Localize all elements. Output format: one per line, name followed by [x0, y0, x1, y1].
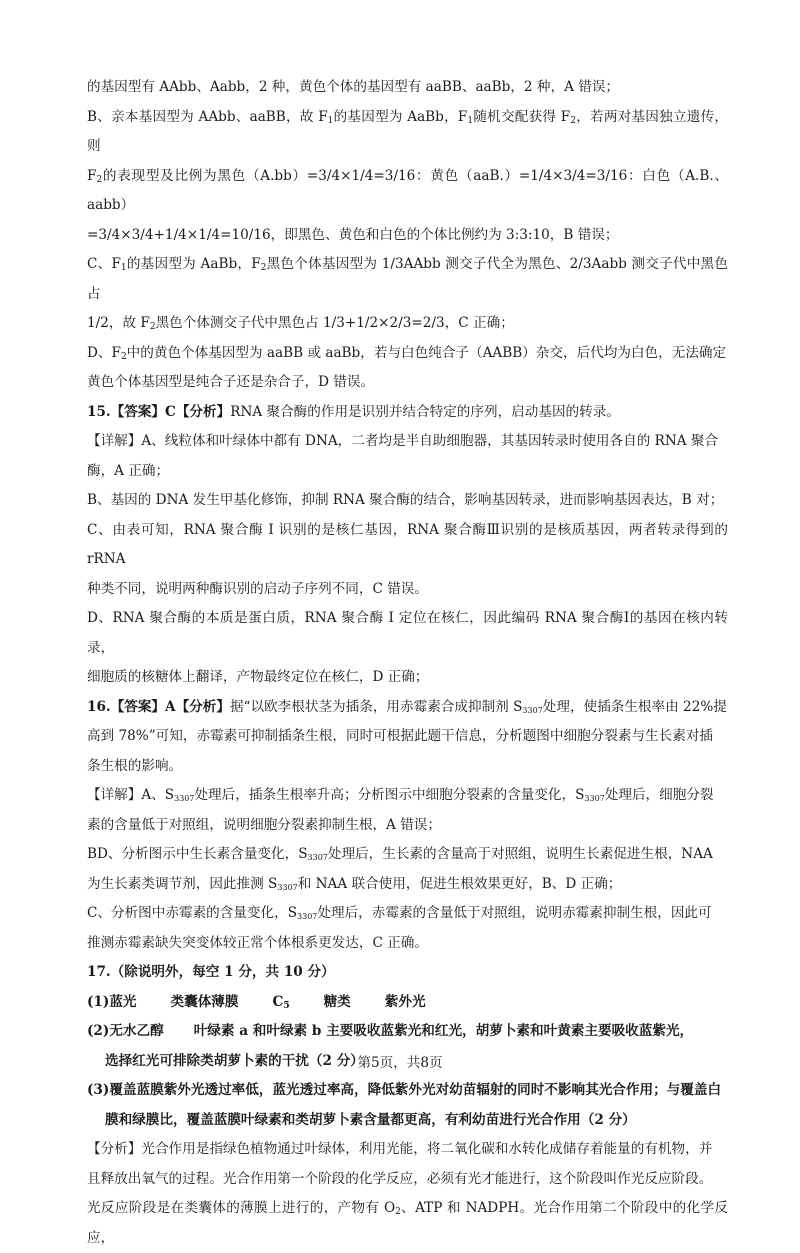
q16-detail-1: 【详解】A、S3307处理后，插条生根率升高；分析图示中细胞分裂素的含量变化，S3307处理后，细胞分裂: [87, 787, 714, 803]
q16-detail-2: 素的含量低于对照组，说明细胞分裂素抑制生根，A 错误；: [87, 816, 441, 833]
q17-analysis-2: 且释放出氧气的过程。光合作用第一个阶段的化学反应，必须有光才能进行，这个阶段叫作光反应阶段。: [87, 1170, 713, 1187]
q17-answer-1: (1)蓝光 类囊体薄膜 $C_5$ 糖类 紫外光: [87, 993, 426, 1011]
q17-answer-2: (2)无水乙醇 叶绿素 a 和叶绿素 b 主要吸收蓝紫光和红光，胡萝卜素和叶黄素主要吸收蓝紫光，: [87, 1023, 694, 1039]
q16-detail-6: 推测赤霉素缺失突变体较正常个体根系更发达，C 正确。: [87, 934, 428, 951]
q14-line-4: =3/4×3/4+1/4×1/4=10/16，即黑色、黄色和白色的个体比例约为 3:3:10，B 错误；: [87, 226, 619, 243]
q14-line-8: 黄色个体基因型是纯合子还是杂合子，D 错误。: [87, 374, 375, 390]
q14-line-5: C、$F_1$的基因型为 AaBb，$F_2$黑色个体基因型为 1/3AAbb 测交子代全为黑色、2/3Aabb 测交子代中黑色占: [87, 256, 728, 302]
q17-answer-3-cont: 膜和绿膜比，覆盖蓝膜叶绿素和类胡萝卜素含量都更高，有利幼苗进行光合作用（2 分）: [105, 1111, 636, 1128]
q16-detail-3: BD、分析图示中生长素含量变化，S3307处理后，生长素的含量高于对照组，说明生长素促进生根，NAA: [87, 846, 713, 862]
q17-answer-2-cont: 选择红光可排除类胡萝卜素的干扰（2 分）: [105, 1052, 364, 1069]
q17-answer-3: (3)覆盖蓝膜紫外光透过率低，蓝光透过率高，降低紫外光对幼苗辐射的同时不影响其光合作用；与覆盖白: [87, 1082, 722, 1098]
q14-line-1: 的基因型有 AAbb、Aabb，2 种，黄色个体的基因型有 aaBB、aaBb，2 种，A 错误；: [87, 79, 620, 95]
q15-detail-1: 【详解】A、线粒体和叶绿体中都有 DNA，二者均是半自助细胞器，其基因转录时使用各自的 RNA 聚合: [87, 433, 719, 449]
q15-detail-7: 细胞质的核糖体上翻译，产物最终定位在核仁，D 正确；: [87, 669, 429, 685]
q16-detail-5: C、分析图中赤霉素的含量变化，S3307处理后，赤霉素的含量低于对照组，说明赤霉素抑制生根，因此可: [87, 905, 712, 921]
q15-detail-5: 种类不同，说明两种酶识别的启动子序列不同，C 错误。: [87, 580, 428, 597]
q15-detail-4: C、由表可知，RNA 聚合酶 I 识别的是核仁基因，RNA 聚合酶Ⅲ识别的是核质基因，两者转录得到的 rRNA: [87, 521, 728, 567]
q15-detail-6: D、RNA 聚合酶的本质是蛋白质，RNA 聚合酶 I 定位在核仁，因此编码 RNA 聚合酶I的基因在核内转录，: [87, 610, 728, 656]
q17-analysis-1: 【分析】光合作用是指绿色植物通过叶绿体，利用光能，将二氧化碳和水转化成储存着能量的有机物，并: [87, 1141, 713, 1157]
q14-line-6: 1/2，故 $F_2$黑色个体测交子代中黑色占 1/3+1/2×2/3=2/3，C 正确；: [87, 315, 514, 332]
q14-line-2: B、亲本基因型为 AAbb、aaBB，故 $F_1$的基因型为 AaBb，$F_1$随机交配获得 $F_2$，若两对基因独立遗传，则: [87, 108, 728, 154]
q15-detail-3: B、基因的 DNA 发生甲基化修饰，抑制 RNA 聚合酶的结合，影响基因转录，进而影响基因表达，B 对；: [87, 492, 724, 508]
q16-analysis-3: 条生根的影响。: [87, 757, 183, 774]
q17-analysis-3: 光反应阶段是在类囊体的薄膜上进行的，产物有 $O_2$、ATP 和 NADPH。光合作用第二个阶段中的化学反应，: [87, 1200, 728, 1246]
q16-heading: 16.【答案】A【分析】据“以欧李根状茎为插条，用赤霉素合成抑制剂 S3307处理，使插条生根率由 22%提: [87, 698, 727, 715]
q16-detail-4: 为生长素类调节剂，因此推测 S3307和 NAA 联合使用，促进生根效果更好，B、D 正确；: [87, 875, 622, 892]
q14-line-3: $F_2$的表现型及比例为黑色（A.bb）=3/4×1/4=3/16：黄色（aaB.）=1/4×3/4=3/16：白色（A.B.、aabb）: [87, 167, 728, 213]
q15-heading: 15.【答案】C【分析】RNA 聚合酶的作用是识别并结合特定的序列，启动基因的转录。: [87, 403, 620, 420]
page-number: 第5页，共8页: [357, 1055, 443, 1071]
q17-heading: 17.（除说明外，每空 1 分，共 10 分）: [87, 964, 335, 980]
q16-analysis-2: 高到 78%”可知，赤霉素可抑制插条生根，同时可根据此题干信息，分析题图中细胞分裂素与生长素对插: [87, 728, 714, 744]
q15-detail-2: 酶，A 正确；: [87, 462, 170, 479]
q14-line-7: D、$F_2$中的黄色个体基因型为 aaBB 或 aaBb，若与白色纯合子（AABB）杂交，后代均为白色，无法确定: [87, 344, 727, 362]
